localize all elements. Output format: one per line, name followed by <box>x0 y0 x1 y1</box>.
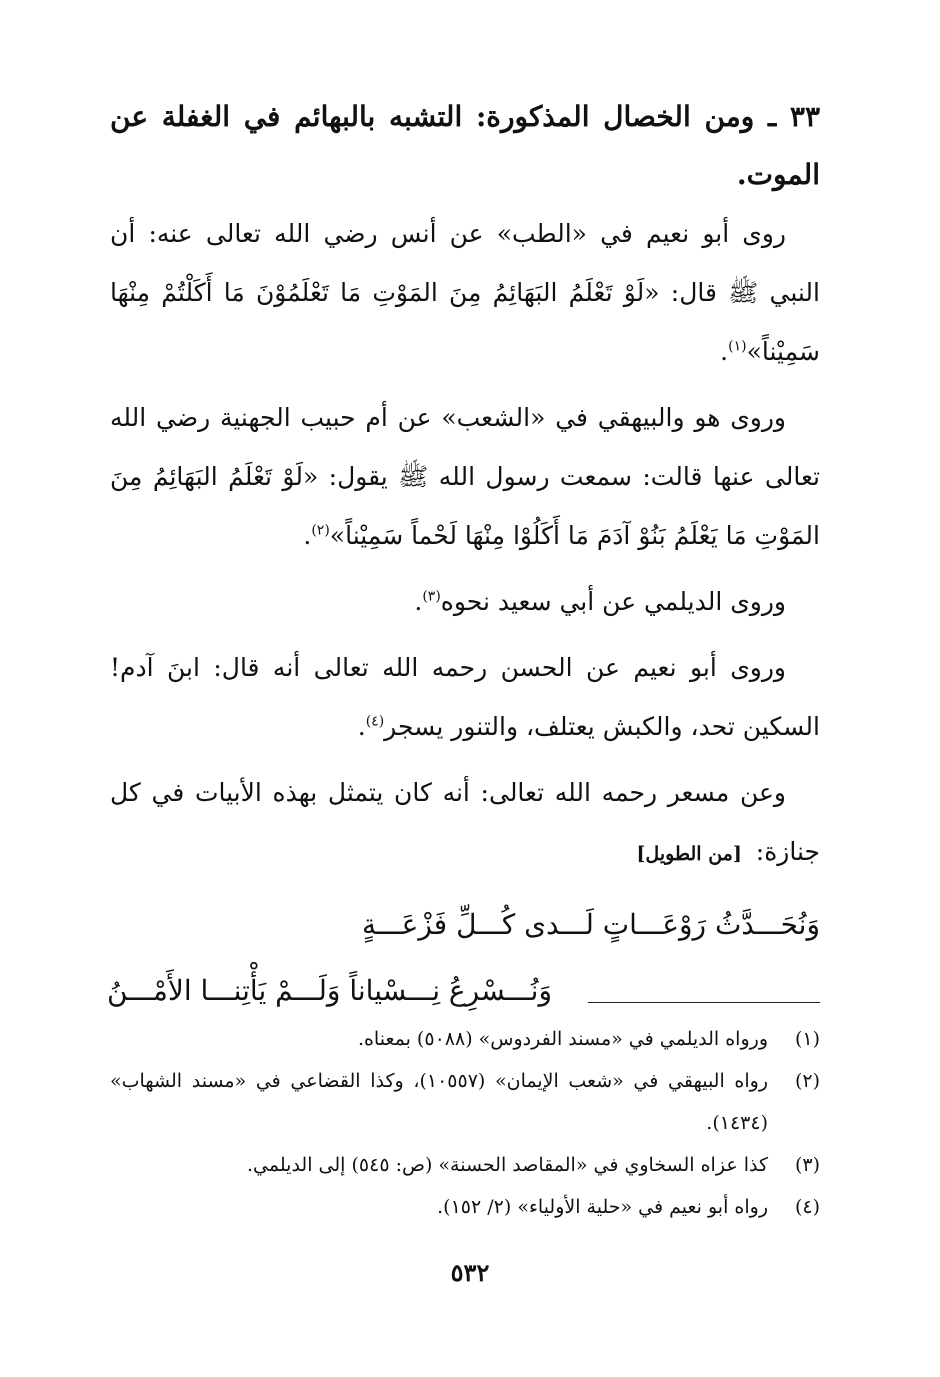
footnote-text: رواه البيهقي في «شعب الإيمان» (١٠٥٥٧)، وكذا القضاعي في «مسند الشهاب» (١٤٣٤). <box>110 1070 768 1134</box>
paragraph-2-text: وروى هو والبيهقي في «الشعب» عن أم حبيب الجهنية رضي الله تعالى عنها قالت: سمعت رسول الله ﷺ يقول: «لَوْ تَعْلَمُ البَهَائِمُ مِنَ المَوْتِ مَا يَعْلَمُ بَنُوْ آدَمَ مَا أَكَلُوْا مِنْهَا لَحْماً سَمِيْناً» <box>110 403 820 550</box>
footnote-number: (٤) <box>794 1196 820 1218</box>
page-number: ٥٣٢ <box>450 1258 490 1287</box>
paragraph-2-end: . <box>303 521 312 550</box>
verse-line-1: وَنُحَـــدَّثُ رَوْعَـــاتٍ لَـــدى كُـــلِّ فَزْعَـــةٍ <box>362 908 820 941</box>
footnote-text: رواه أبو نعيم في «حلية الأولياء» (٢/ ١٥٢). <box>437 1196 768 1218</box>
paragraph-1-text: روى أبو نعيم في «الطب» عن أنس رضي الله تعالى عنه: أن النبي ﷺ قال: «لَوْ تَعْلَمُ البَهَائِمُ مِنَ المَوْتِ مَا تَعْلَمُوْنَ مَا أَكَلْتُمْ مِنْهَا سَمِيْناً» <box>110 219 820 366</box>
footnotes <box>110 1018 820 1228</box>
poem <box>106 892 820 1024</box>
footnote-1 <box>110 1018 820 1060</box>
paragraph-5-text: وعن مسعر رحمه الله تعالى: أنه كان يتمثل بهذه الأبيات في كل جنازة: <box>110 778 820 866</box>
paragraph-3-end: . <box>414 587 423 616</box>
paragraph-2 <box>110 388 820 565</box>
footnote-text: كذا عزاه السخاوي في «المقاصد الحسنة» (ص: ٥٤٥) إلى الديلمي. <box>247 1154 768 1176</box>
section-heading: ٣٣ ـ ومن الخصال المذكورة: التشبه بالبهائم في الغفلة عن الموت. <box>110 100 820 191</box>
footnote-divider <box>588 1002 820 1003</box>
paragraph-5 <box>110 763 820 884</box>
footnote-ref-3: (٣) <box>422 588 441 605</box>
main-text <box>106 88 820 1024</box>
footnote-number: (٢) <box>794 1070 820 1092</box>
footnote-number: (٣) <box>794 1154 820 1176</box>
paragraph-1 <box>110 204 820 381</box>
verse-line-2: وَنُـــسْرِعُ نِـــسْياناً وَلَـــمْ يَأْتِنـــا الأَمْـــنُ <box>106 974 552 1007</box>
footnote-4 <box>110 1186 820 1228</box>
paragraph-4 <box>110 638 820 756</box>
paragraph-1-end: . <box>720 337 729 366</box>
footnote-text: ورواه الديلمي في «مسند الفردوس» (٥٠٨٨) بمعناه. <box>357 1028 768 1050</box>
footnote-3 <box>110 1144 820 1186</box>
footnote-2 <box>110 1060 820 1144</box>
paragraph-3-text: وروى الديلمي عن أبي سعيد نحوه <box>440 587 786 616</box>
paragraph-4-end: . <box>357 712 366 741</box>
footnote-ref-2: (٢) <box>311 522 330 539</box>
footnote-ref-4: (٤) <box>365 713 385 730</box>
footnote-number: (١) <box>794 1028 820 1050</box>
poetic-meter-label: [من الطويل] <box>636 843 742 865</box>
paragraph-3 <box>110 572 820 631</box>
paragraph-4-text: وروى أبو نعيم عن الحسن رحمه الله تعالى أنه قال: ابنَ آدم! السكين تحد، والكبش يعتلف، والتنور يسجر <box>110 653 820 741</box>
footnote-ref-1: (١) <box>728 338 747 355</box>
